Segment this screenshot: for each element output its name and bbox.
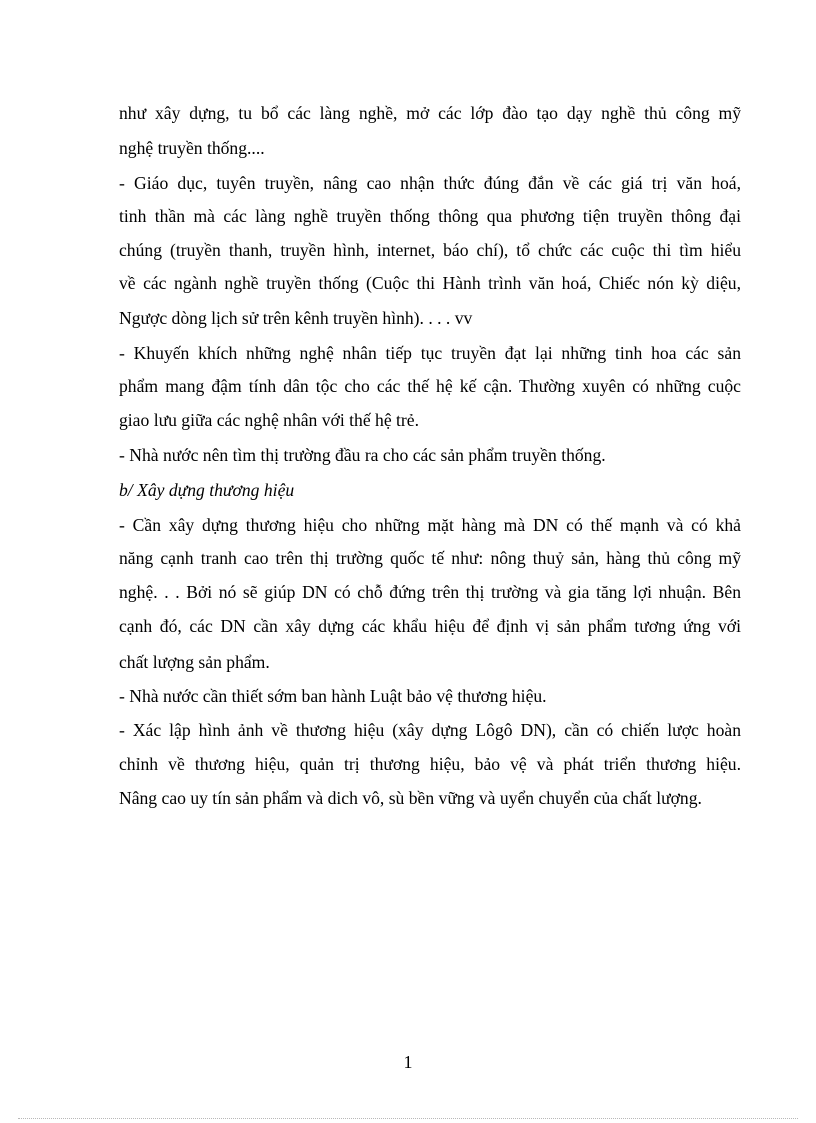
page-bottom-divider bbox=[18, 1118, 798, 1119]
paragraph-line: tinh thần mà các làng nghề truyền thống thông qua phương tiện truyền thông đại bbox=[119, 206, 741, 226]
paragraph-line: nghệ. . . Bởi nó sẽ giúp DN có chỗ đứng trên thị trường và gia tăng lợi nhuận. Bên bbox=[119, 582, 741, 602]
bullet-line: - Cần xây dựng thương hiệu cho những mặt hàng mà DN có thế mạnh và có khả bbox=[119, 515, 741, 535]
paragraph-line: phẩm mang đậm tính dân tộc cho các thế hệ kế cận. Thường xuyên có những cuộc bbox=[119, 376, 741, 396]
paragraph-line: Ngược dòng lịch sử trên kênh truyền hình). . . . vv bbox=[119, 308, 473, 328]
bullet-line: - Khuyến khích những nghệ nhân tiếp tục truyền đạt lại những tinh hoa các sản bbox=[119, 343, 741, 363]
bullet-line: - Nhà nước cần thiết sớm ban hành Luật bảo vệ thương hiệu. bbox=[119, 686, 547, 706]
paragraph-line: như xây dựng, tu bổ các làng nghề, mở các lớp đào tạo dạy nghề thủ công mỹ bbox=[119, 103, 741, 123]
paragraph-line: Nâng cao uy tín sản phẩm và dich vô, sù bền vững và uyển chuyển của chất lượng. bbox=[119, 788, 702, 808]
section-heading: b/ Xây dựng thương hiệu bbox=[119, 480, 295, 500]
bullet-line: - Xác lập hình ảnh về thương hiệu (xây dựng Lôgô DN), cần có chiến lược hoàn bbox=[119, 720, 741, 740]
page-number: 1 bbox=[403, 1052, 413, 1072]
paragraph-line: năng cạnh tranh cao trên thị trường quốc tế như: nông thuỷ sản, hàng thủ công mỹ bbox=[119, 548, 741, 568]
paragraph-line: giao lưu giữa các nghệ nhân với thế hệ trẻ. bbox=[119, 410, 419, 430]
paragraph-line: nghệ truyền thống.... bbox=[119, 138, 265, 158]
paragraph-line: về các ngành nghề truyền thống (Cuộc thi Hành trình văn hoá, Chiếc nón kỳ diệu, bbox=[119, 273, 741, 293]
paragraph-line: chất lượng sản phẩm. bbox=[119, 652, 270, 672]
paragraph-line: chỉnh về thương hiệu, quản trị thương hiệu, bảo vệ và phát triển thương hiệu. bbox=[119, 754, 741, 774]
bullet-line: - Giáo dục, tuyên truyền, nâng cao nhận thức đúng đắn về các giá trị văn hoá, bbox=[119, 173, 741, 193]
bullet-line: - Nhà nước nên tìm thị trường đầu ra cho các sản phẩm truyền thống. bbox=[119, 445, 606, 465]
paragraph-line: chúng (truyền thanh, truyền hình, internet, báo chí), tổ chức các cuộc thi tìm hiểu bbox=[119, 240, 741, 260]
paragraph-line: cạnh đó, các DN cần xây dựng các khẩu hiệu để định vị sản phẩm tương ứng với bbox=[119, 616, 741, 636]
